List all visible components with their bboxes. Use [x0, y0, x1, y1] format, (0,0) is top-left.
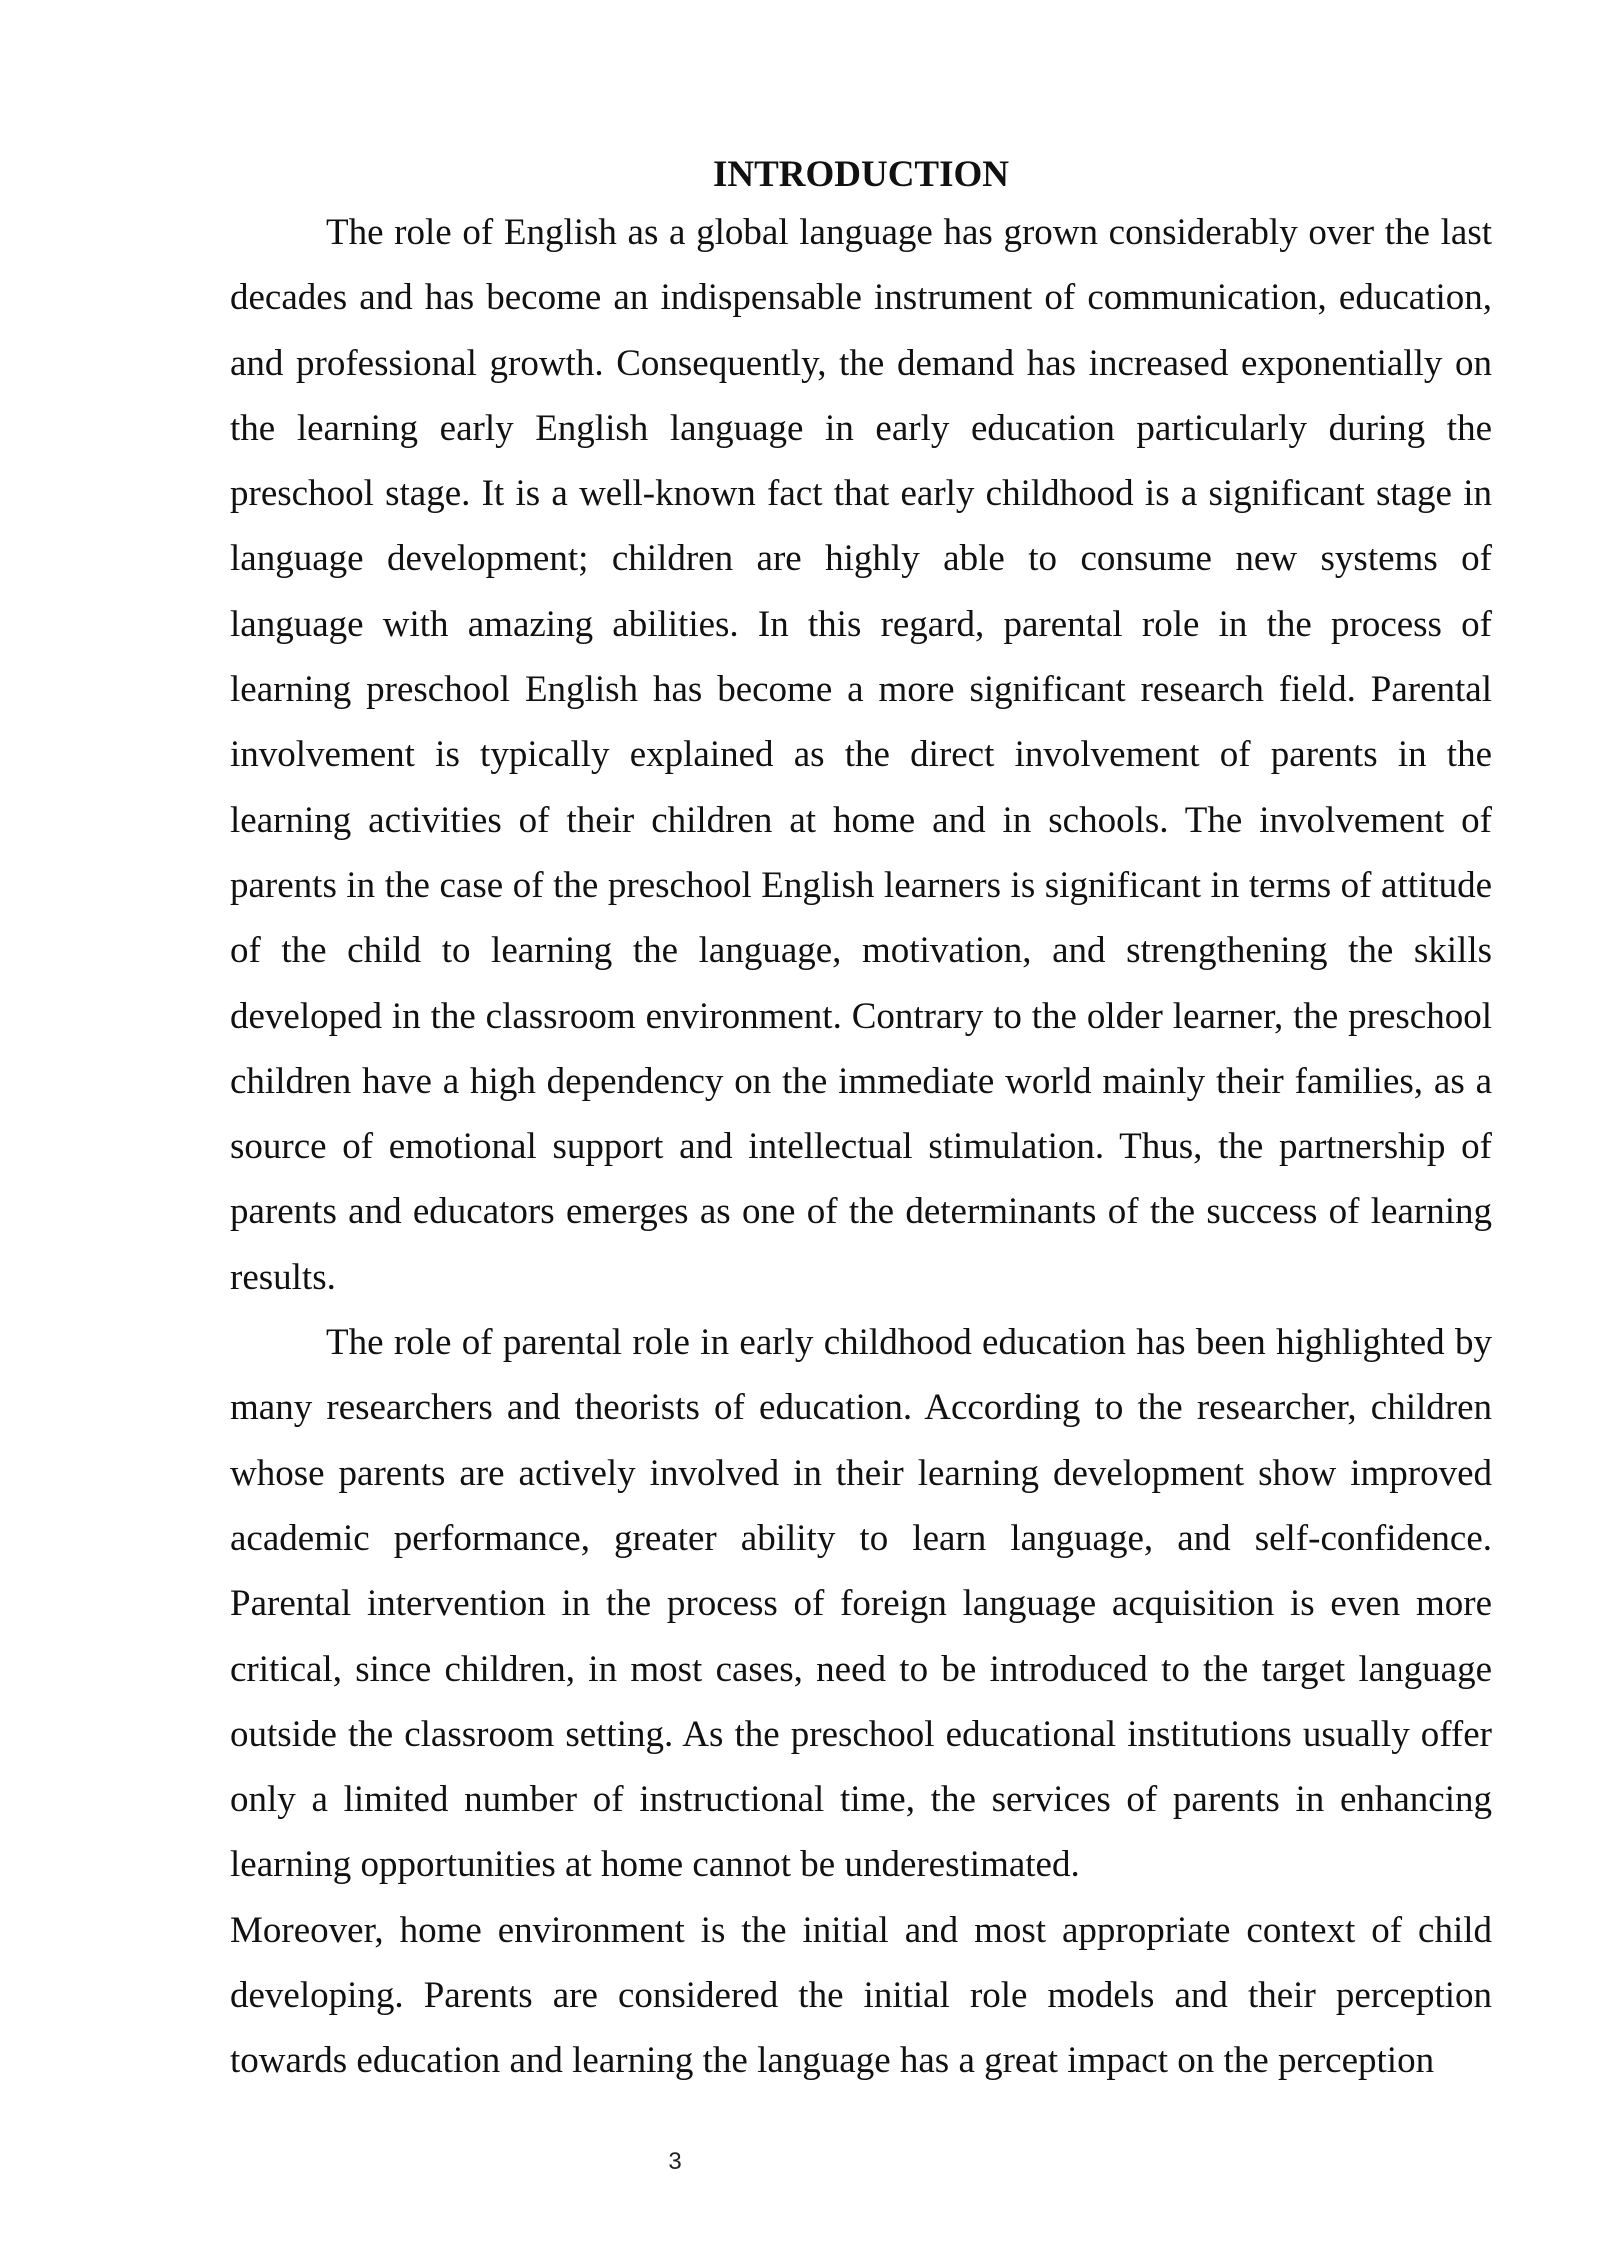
paragraph-1: The role of English as a global language has grown considerably over the last decades and has become an indispensable instrument of communication, education, and professional growth. Consequently, the demand has increased exponentially on the learning early English language in early education particularly during the preschool stage. It is a well-known fact that early childhood is a significant stage in language development; children are highly able to consume new systems of language with amazing abilities. In this regard, parental role in the process of learning preschool English has become a more significant research field. Parental involvement is typically explained as the direct involvement of parents in the learning activities of their children at home and in schools. The involvement of parents in the case of the preschool English learners is significant in terms of attitude of the child to learning the language, motivation, and strengthening the skills developed in the classroom environment. Contrary to the older learner, the preschool children have a high dependency on the immediate world mainly their families, as a source of emotional support and intellectual stimulation. Thus, the partnership of parents and educators emerges as one of the determinants of the success of learning results.	[230, 212, 1492, 1298]
page-content	[230, 150, 1492, 2094]
page-number: 3	[668, 2148, 682, 2175]
paragraph-3: Moreover, home environment is the initial and most appropriate context of child developing. Parents are considered the initial role models and their perception towards education and learning the language has a great impact on the perception	[230, 1909, 1492, 2082]
section-title: INTRODUCTION	[712, 154, 1010, 195]
paragraph-2: The role of parental role in early childhood education has been highlighted by many researchers and theorists of education. According to the researcher, children whose parents are actively involved in their learning development show improved academic performance, greater ability to learn language, and self-confidence. Parental intervention in the process of foreign language acquisition is even more critical, since children, in most cases, need to be introduced to the target language outside the classroom setting. As the preschool educational institutions usually offer only a limited number of instructional time, the services of parents in enhancing learning opportunities at home cannot be underestimated.	[230, 1322, 1492, 1886]
